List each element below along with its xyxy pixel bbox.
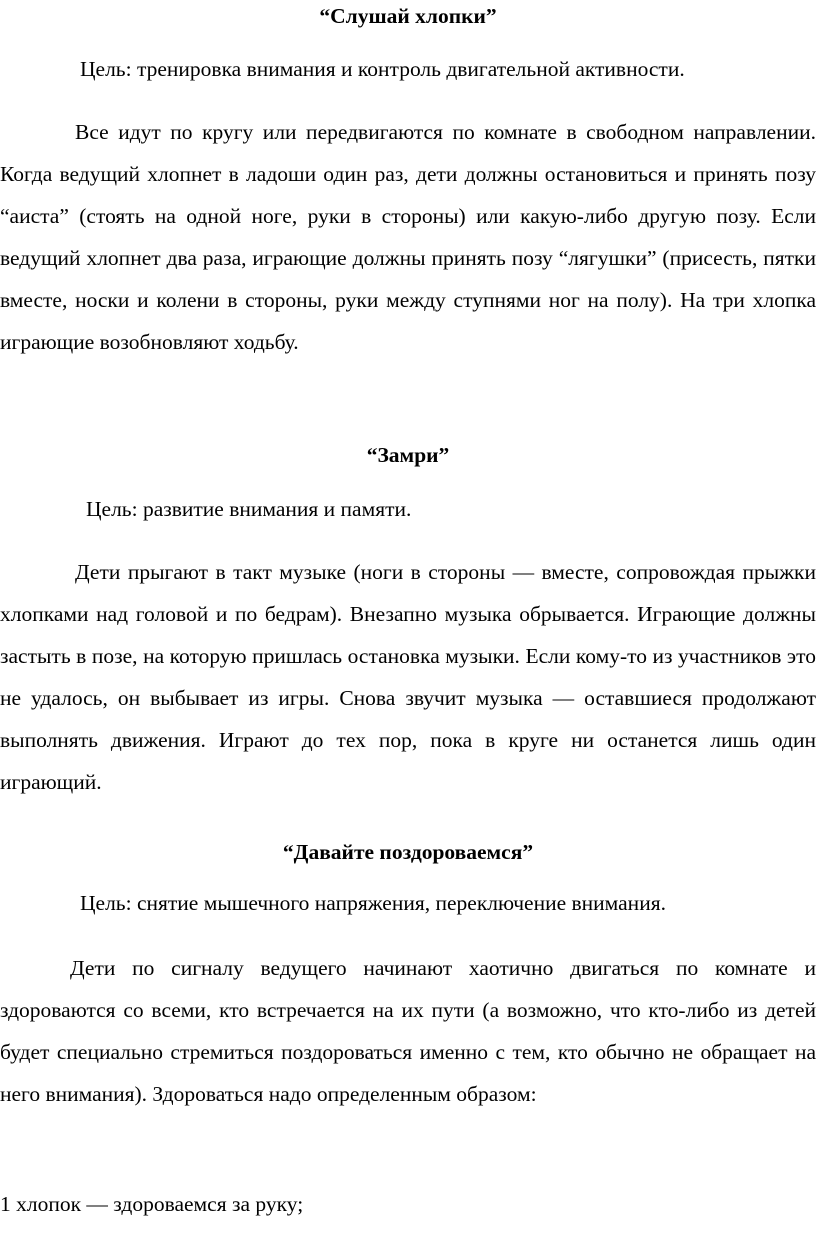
section-3-goal: Цель: снятие мышечного напряжения, переключение внимания. [80, 891, 666, 915]
section-3-title: “Давайте поздороваемся” [282, 840, 534, 864]
section-1-text: Все идут по кругу или передвигаются по комнате в свободном направлении. Когда ведущий хлопнет в ладоши один раз, дети должны остановиться и принять позу “аиста” (стоять на одной ноге, руки в стороны) или какую-либо другую позу. Если ведущий хлопнет два раза, играющие должны принять позу “лягушки” (присесть, пятки вместе, носки и колени в стороны, руки между ступнями ног на полу). На три хлопка играющие возобновляют ходьбу. [0, 120, 816, 354]
section-1-title: “Слушай хлопки” [319, 4, 497, 28]
section-3-text: Дети по сигналу ведущего начинают хаотично двигаться по комнате и здороваются со всеми, кто встречается на их пути (а возможно, что кто-либо из детей будет специально стремиться поздороваться именно с тем, кто обычно не обращает на него внимания). Здороваться надо определенным образом: [0, 956, 816, 1106]
section-2-title: “Замри” [366, 443, 450, 467]
section-3-list-item: 1 хлопок — здороваемся за руку; [0, 1192, 304, 1216]
section-1-goal: Цель: тренировка внимания и контроль двигательной активности. [80, 57, 685, 81]
section-2-text: Дети прыгают в такт музыке (ноги в стороны — вместе, сопровождая прыжки хлопками над головой и по бедрам). Внезапно музыка обрывается. Играющие должны застыть в позе, на которую пришлась остановка музыки. Если кому-то из участников это не удалось, он выбывает из игры. Снова звучит музыка — оставшиеся продолжают выполнять движения. Играют до тех пор, пока в круге ни останется лишь один играющий. [0, 560, 816, 794]
section-2-goal: Цель: развитие внимания и памяти. [86, 497, 412, 521]
